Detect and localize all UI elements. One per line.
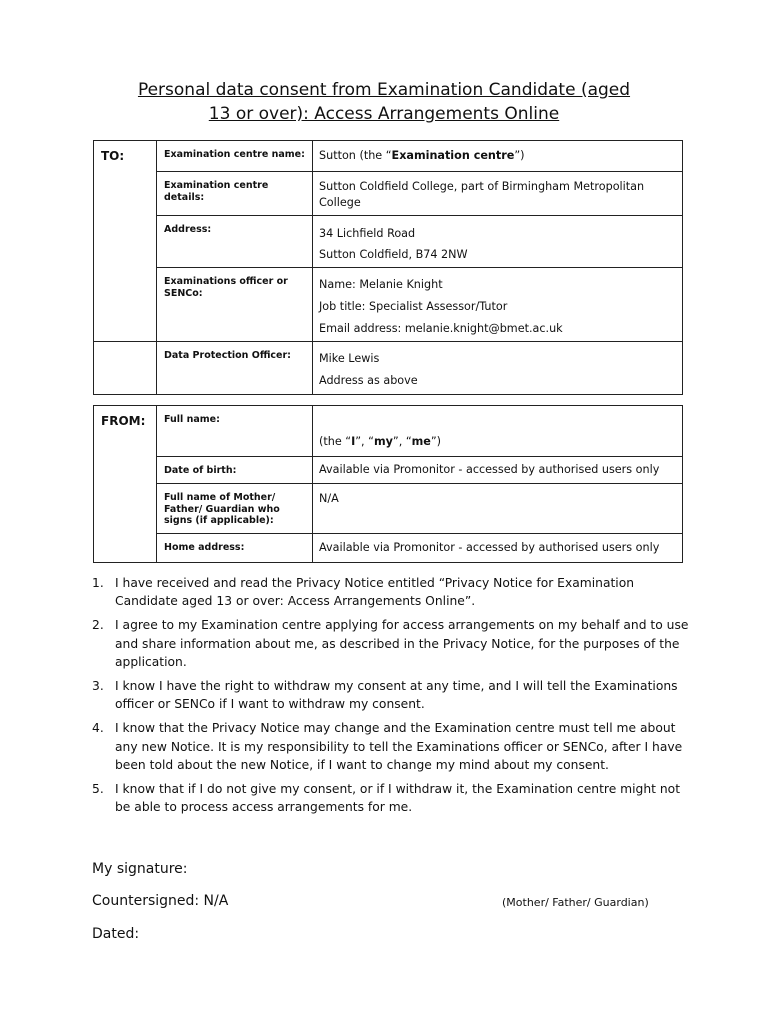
exam-officer-label-cell	[157, 268, 313, 342]
to-empty-cell	[94, 342, 157, 395]
guardian-note: (Mother/ Father/ Guardian)	[502, 896, 649, 909]
dpo-value	[313, 342, 682, 392]
address-label: Address:	[164, 224, 212, 235]
statement-text: I agree to my Examination centre applying for access arrangements on my behalf and to use and share information about me, as described in the Privacy Notice, for the purposes of the application.	[115, 618, 689, 669]
address-value-cell	[313, 216, 683, 268]
centre-details-label-cell	[157, 172, 313, 216]
centre-details-value-cell	[313, 172, 683, 216]
centre-name-prefix: Sutton (the “	[319, 149, 392, 162]
dpo-address: Address as above	[319, 374, 418, 387]
centre-name-label: Examination centre name:	[164, 149, 305, 160]
exam-officer-value	[313, 268, 682, 340]
document-title	[60, 78, 708, 126]
full-name-value-cell	[313, 406, 683, 457]
statement-text: I know I have the right to withdraw my consent at any time, and I will tell the Examinations officer or SENCo if I want to withdraw my consent.	[115, 679, 678, 712]
fn-part-6: ”)	[430, 435, 442, 448]
statement-text: I know that the Privacy Notice may change and the Examination centre must tell me about any new Notice. It is my responsibility to tell the Examinations officer or SENCo, after I have been told about the new Notice, if I want to change my mind about my consent.	[115, 721, 683, 772]
statement-item	[92, 780, 692, 816]
dob-label: Date of birth:	[164, 465, 237, 476]
dpo-value-cell	[313, 342, 683, 395]
dob-value-cell	[313, 457, 683, 484]
guardian-name-value-cell	[313, 484, 683, 534]
statement-item	[92, 616, 692, 671]
statement-text: I know that if I do not give my consent, or if I withdraw it, the Examination centre might not be able to process access arrangements for me.	[115, 782, 681, 815]
exam-officer-label: Examinations officer or SENCo:	[164, 276, 288, 299]
to-label-cell	[94, 141, 157, 342]
fn-part-4: ”, “	[392, 435, 412, 448]
from-label-cell	[94, 406, 157, 563]
centre-name-value-cell	[313, 141, 683, 172]
statement-number: 2.	[92, 618, 104, 633]
address-value	[313, 216, 682, 265]
statement-item	[92, 677, 692, 713]
officer-name: Name: Melanie Knight	[319, 278, 443, 291]
statement-number: 5.	[92, 782, 104, 797]
statement-number: 1.	[92, 576, 104, 590]
title-line-1: Personal data consent from Examination Candidate (aged	[137, 80, 631, 100]
dpo-label: Data Protection Officer:	[164, 350, 291, 361]
dpo-label-cell	[157, 342, 313, 395]
guardian-name-label: Full name of Mother/ Father/ Guardian who signs (if applicable):	[164, 492, 280, 526]
statement-item	[92, 719, 692, 774]
officer-email: Email address: melanie.knight@bmet.ac.uk	[319, 322, 563, 335]
home-address-value: Available via Promonitor - accessed by authorised users only	[319, 541, 660, 554]
address-line-1: 34 Lichfield Road	[319, 227, 416, 240]
centre-name-suffix: ”)	[514, 149, 525, 162]
centre-name-value	[313, 141, 682, 163]
address-line-2: Sutton Coldfield, B74 2NW	[319, 248, 468, 261]
centre-name-label-cell	[157, 141, 313, 172]
my-signature-label: My signature:	[92, 861, 188, 877]
full-name-value	[313, 406, 682, 449]
full-name-label-cell	[157, 406, 313, 457]
from-label: FROM:	[101, 414, 146, 428]
full-name-label: Full name:	[164, 414, 220, 425]
title-line-2: 13 or over): Access Arrangements Online	[208, 104, 560, 124]
from-table	[93, 405, 683, 563]
centre-details-label: Examination centre details:	[164, 180, 269, 203]
guardian-name-value: N/A	[319, 492, 339, 505]
dob-label-cell	[157, 457, 313, 484]
consent-statements	[92, 574, 692, 822]
fn-part-my: my	[373, 435, 393, 448]
home-address-value-cell	[313, 534, 683, 563]
centre-name-bold: Examination centre	[391, 149, 515, 162]
to-table	[93, 140, 683, 395]
exam-officer-value-cell	[313, 268, 683, 342]
officer-job-title: Job title: Specialist Assessor/Tutor	[319, 300, 508, 313]
fn-part-me: me	[411, 435, 431, 448]
statement-item	[92, 574, 692, 610]
fn-part-0: (the “	[319, 435, 352, 448]
to-label: TO:	[101, 149, 125, 163]
dpo-name: Mike Lewis	[319, 352, 380, 365]
centre-details-value: Sutton Coldfield College, part of Birmingham Metropolitan College	[319, 180, 645, 209]
home-address-label: Home address:	[164, 542, 245, 553]
statement-text: I have received and read the Privacy Notice entitled “Privacy Notice for Examination Candidate aged 13 or over: Access Arrangements Online”.	[115, 576, 635, 609]
dob-value: Available via Promonitor - accessed by authorised users only	[319, 463, 660, 476]
statement-number: 4.	[92, 721, 104, 736]
countersigned-label: Countersigned: N/A	[92, 893, 229, 909]
home-address-label-cell	[157, 534, 313, 563]
statement-number: 3.	[92, 679, 104, 694]
address-label-cell	[157, 216, 313, 268]
fn-part-i: I	[351, 435, 356, 448]
guardian-name-label-cell	[157, 484, 313, 534]
dated-label: Dated:	[92, 926, 140, 942]
fn-part-2: ”, “	[355, 435, 374, 448]
